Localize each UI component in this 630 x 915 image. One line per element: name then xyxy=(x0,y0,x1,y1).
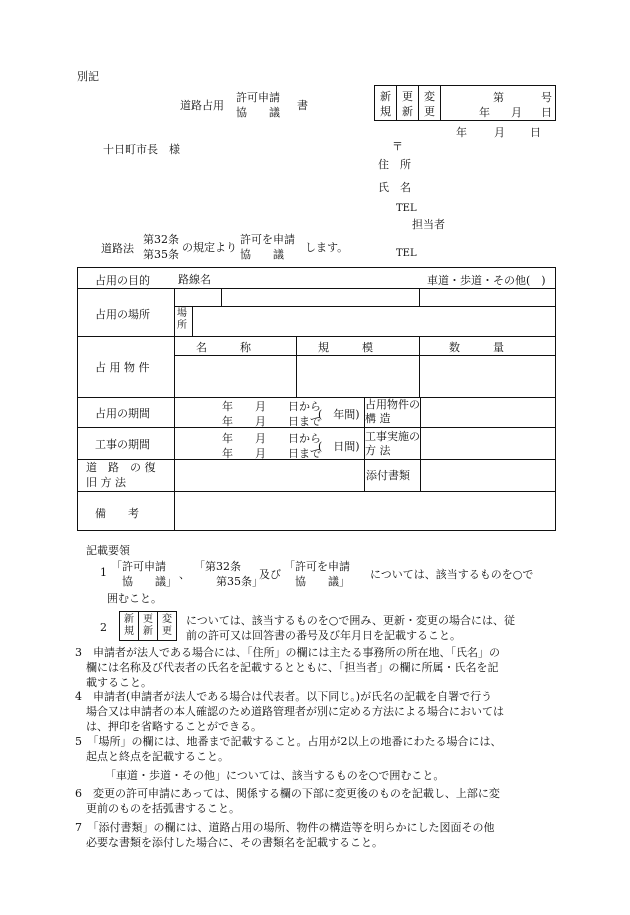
title-option-consult: 協 議 xyxy=(236,106,280,119)
person-in-charge-label: 担当者 xyxy=(412,218,445,231)
note-1-sep: 、 xyxy=(179,568,190,581)
note-3 xyxy=(75,645,500,690)
application-type-box xyxy=(374,85,556,121)
note-2-type-box xyxy=(119,611,177,641)
route-name-label: 路線名 xyxy=(178,273,211,286)
work-days: ( 日間) xyxy=(318,440,360,453)
title-option-permit: 許可申請 xyxy=(236,91,280,104)
law-option-permit: 許可を申請 xyxy=(240,233,295,246)
note-2-update: 更新 xyxy=(139,612,158,640)
law-article-35: 第35条 xyxy=(143,248,179,261)
note-4-line3: は、押印を省略することができる。 xyxy=(75,720,262,733)
note-6-line2: 更前のものを括弧書すること。 xyxy=(75,802,240,815)
col-name-header: 名 称 xyxy=(196,341,251,354)
number-dai: 第 xyxy=(493,91,504,104)
work-method-label: 工事実施の 方 法 xyxy=(365,430,420,457)
note-1-and: 及び xyxy=(259,568,281,581)
note-2-number: 2 xyxy=(100,621,107,634)
law-article-32: 第32条 xyxy=(143,233,179,246)
period-label: 占用の期間 xyxy=(95,407,150,420)
type-change: 変更 xyxy=(419,86,441,120)
note-6 xyxy=(75,786,500,816)
place-label: 占用の場所 xyxy=(95,308,150,321)
number-go: 号 xyxy=(541,91,552,104)
note-7-line2: 必要な書類を添付した場合に、その書類名を記載すること。 xyxy=(75,836,383,849)
address-label: 住 所 xyxy=(378,158,411,171)
notes-heading: 記載要領 xyxy=(86,544,130,557)
note-1-tail: については、該当するものを○で xyxy=(370,568,534,581)
date-year: 年 xyxy=(456,126,467,139)
note-2-change: 変更 xyxy=(162,614,172,637)
note-3-line1: 3 申請者が法人である場合には、「住所」の欄には主たる事務所の所在地、「氏名」の xyxy=(75,646,500,659)
number-year: 年 xyxy=(479,106,490,119)
note-1-a2: 協 議」 xyxy=(111,575,177,588)
note-6-line1: 6 変更の許可申請にあっては、関係する欄の下部に変更後のものを記載し、上部に変 xyxy=(75,787,500,800)
note-1-b1: 「第32条 xyxy=(194,560,241,573)
number-month: 月 xyxy=(511,106,522,119)
note-2-line1: については、該当するものを○で囲み、更新・変更の場合には、従 xyxy=(186,614,516,627)
note-1-number: 1 xyxy=(100,566,107,579)
note-4-line1: 4 申請者(申請者が法人である場合は代表者。以下同じ。)が氏名の記載を自署で行う xyxy=(75,690,493,703)
object-label: 占 用 物 件 xyxy=(95,361,150,374)
note-3-line2: 欄には名称及び代表者の氏名を記載するとともに、「担当者」の欄に所属・氏名を記 xyxy=(75,661,499,674)
law-option-consult: 協 議 xyxy=(240,248,284,261)
work-from: 年 月 日から xyxy=(222,432,321,445)
restore-method-label: 道 路 の 復 旧 方 法 xyxy=(86,461,156,489)
law-mid: の規定より xyxy=(182,241,237,254)
law-suffix: します。 xyxy=(305,241,349,254)
note-1-c1: 「許可を申請 xyxy=(284,560,350,573)
addressee: 十日町市長 様 xyxy=(103,143,180,156)
note-3-line3: 載すること。 xyxy=(75,676,152,689)
postal-mark: 〒 xyxy=(392,140,403,153)
tel-label-2: TEL xyxy=(396,248,417,259)
number-day: 日 xyxy=(541,106,552,119)
note-1-c2: 協 議」 xyxy=(284,575,350,588)
note-1-a1: 「許可申請 xyxy=(111,560,166,573)
note-4 xyxy=(75,689,504,734)
name-label: 氏 名 xyxy=(378,181,411,194)
date-month: 月 xyxy=(494,126,505,139)
date-day: 日 xyxy=(530,126,541,139)
note-2-line2: 前の許可又は回答書の番号及び年月日を記載すること。 xyxy=(186,629,461,642)
col-quantity-header: 数 量 xyxy=(449,341,504,354)
note-2-new: 新規 xyxy=(120,612,139,640)
note-1-line2: 囲むこと。 xyxy=(107,592,162,605)
note-5 xyxy=(75,734,502,783)
work-to: 年 月 日まで xyxy=(222,447,321,460)
law-prefix: 道路法 xyxy=(101,242,134,255)
note-1-b2: 第35条」 xyxy=(194,575,263,588)
title-suffix: 書 xyxy=(297,99,308,112)
type-update: 更新 xyxy=(397,86,419,120)
tel-label: TEL xyxy=(396,203,417,214)
remarks-label: 備 考 xyxy=(95,507,139,520)
type-new: 新規 xyxy=(375,86,397,120)
work-period-label: 工事の期間 xyxy=(95,438,150,451)
note-7-line1: 7 「添付書類」の欄には、道路占用の場所、物件の構造等を明らかにした図面その他 xyxy=(75,821,495,834)
title-prefix: 道路占用 xyxy=(180,99,224,112)
period-years: ( 年間) xyxy=(318,408,360,421)
period-from: 年 月 日から xyxy=(222,400,321,413)
note-5-line2: 起点と終点を記載すること。 xyxy=(75,750,229,763)
col-scale-header: 規 模 xyxy=(318,341,373,354)
attachments-label: 添付書類 xyxy=(366,469,410,482)
structure-label: 占用物件の 構 造 xyxy=(365,398,420,425)
note-5-line3: 「車道・歩道・その他」については、該当するものを○で囲むこと。 xyxy=(105,769,445,782)
occupancy-table xyxy=(77,267,556,531)
road-type-label: 車道・歩道・その他( ) xyxy=(427,274,546,287)
period-to: 年 月 日まで xyxy=(222,415,321,428)
note-7 xyxy=(75,820,495,850)
note-5-line1: 5 「場所」の欄には、地番まで記載すること。占用が2以上の地番にわたる場合には、 xyxy=(75,735,502,748)
annex-label: 別記 xyxy=(77,70,99,83)
note-4-line2: 場合又は申請者の本人確認のため道路管理者が別に定める方法による場合においては xyxy=(75,705,504,718)
purpose-label: 占用の目的 xyxy=(95,274,150,287)
location-label: 場所 xyxy=(177,308,187,331)
